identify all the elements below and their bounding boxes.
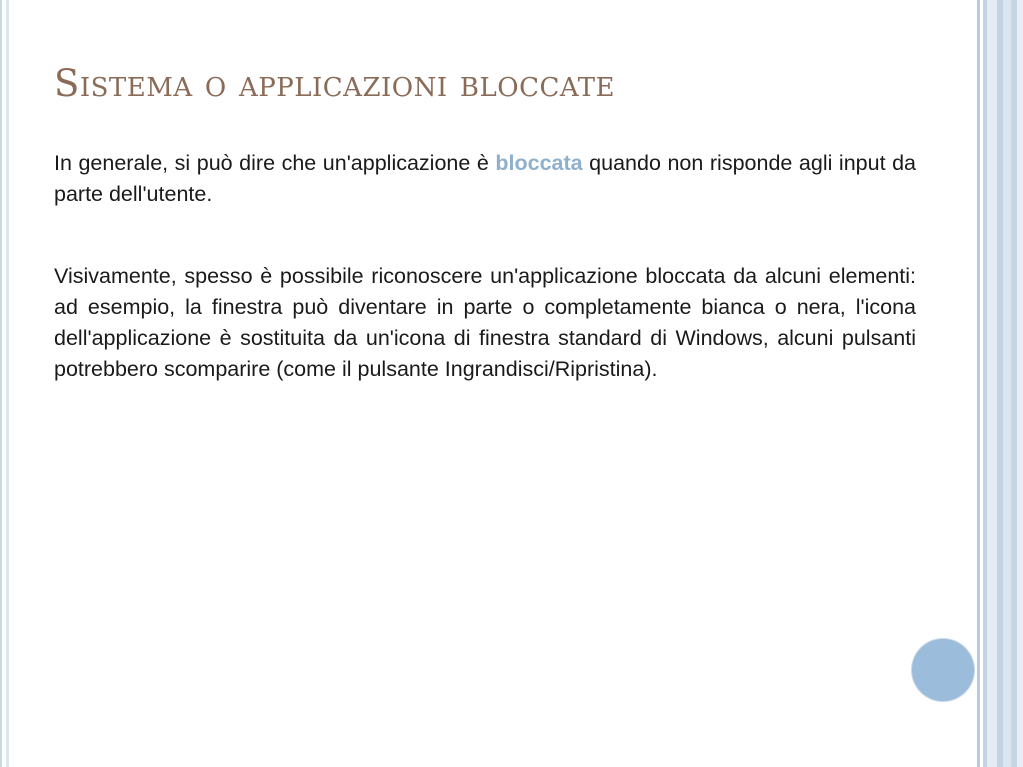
slide-body bbox=[54, 148, 916, 385]
decorative-circle bbox=[912, 639, 974, 701]
left-border-line-inner bbox=[6, 0, 9, 767]
paragraph-1-end: quando non risponde agli input da parte dell'utente. bbox=[54, 151, 916, 206]
right-decorative-stripes bbox=[975, 0, 1023, 767]
paragraph-1 bbox=[54, 148, 916, 210]
highlight-term: bloccata bbox=[495, 151, 583, 175]
paragraph-2: Visivamente, spesso è possibile riconoscere un'applicazione bloccata da alcuni elementi: ad esempio, la finestra può diventare in parte o completamente bianca o nera, l'icona dell'applicazione è sostituita da un'icona di finestra standard di Windows, alcuni pulsanti potrebbero scomparire (come il pulsante Ingrandisci/Ripristina). bbox=[54, 264, 916, 381]
paragraph-1-start: In generale, si può dire che un'applicazione è bbox=[54, 151, 496, 175]
left-border-line bbox=[0, 0, 2, 767]
slide-title: Sistema o applicazioni bloccate bbox=[54, 62, 616, 105]
